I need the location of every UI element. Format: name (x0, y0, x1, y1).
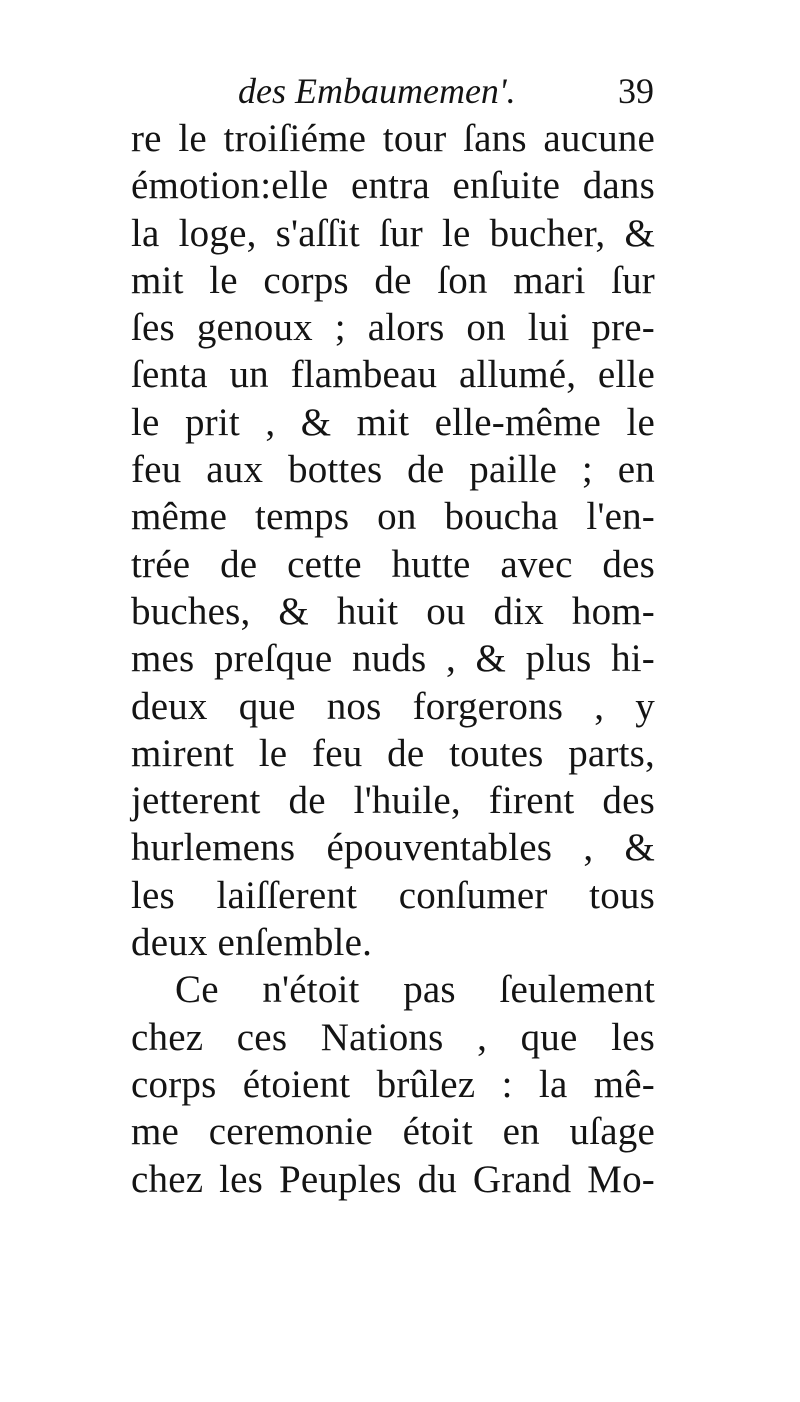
text-line: trée de cette hutte avec des (131, 542, 655, 586)
text-line: hurlemens épouventables , & (131, 826, 655, 870)
page-number: 39 (618, 71, 654, 111)
paragraph-1 (131, 115, 655, 966)
running-title: des Embaumemen'. (238, 71, 516, 111)
text-line: deux enſemble. (131, 921, 373, 965)
text-line: le prit , & mit elle-même le (131, 400, 655, 444)
paragraph-2 (131, 966, 655, 1202)
text-line: mirent le feu de toutes parts, (131, 731, 655, 775)
text-line: re le troiſiéme tour ſans aucune (131, 117, 655, 160)
text-line: jetterent de l'huile, firent des (131, 779, 655, 823)
text-line: émotion:elle entra enſuite dans (131, 164, 655, 208)
text-line: mit le corps de ſon mari ſur (131, 258, 655, 302)
text-line: ſenta un flambeau allumé, elle (131, 353, 655, 397)
text-line: les laiſſerent conſumer tous (131, 873, 655, 917)
text-line: mes preſque nuds , & plus hi- (131, 637, 655, 681)
text-line: chez ces Nations , que les (131, 1015, 655, 1059)
text-line: la loge, s'aſſit ſur le bucher, & (131, 211, 655, 255)
text-line: corps étoient brûlez : la mê- (131, 1062, 655, 1106)
text-line: buches, & huit ou dix hom- (131, 589, 655, 633)
text-line: ſes genoux ; alors on lui pre- (131, 306, 655, 350)
running-head (130, 66, 658, 116)
text-line: me ceremonie étoit en uſage (131, 1110, 655, 1154)
text-line: même temps on boucha l'en- (131, 495, 655, 539)
text-line: feu aux bottes de paille ; en (131, 448, 655, 492)
body-text (131, 115, 655, 1203)
text-line: deux que nos forgerons , y (131, 684, 655, 728)
text-line: Ce n'étoit pas ſeulement (175, 968, 655, 1012)
text-line: chez les Peuples du Grand Mo- (131, 1157, 655, 1201)
